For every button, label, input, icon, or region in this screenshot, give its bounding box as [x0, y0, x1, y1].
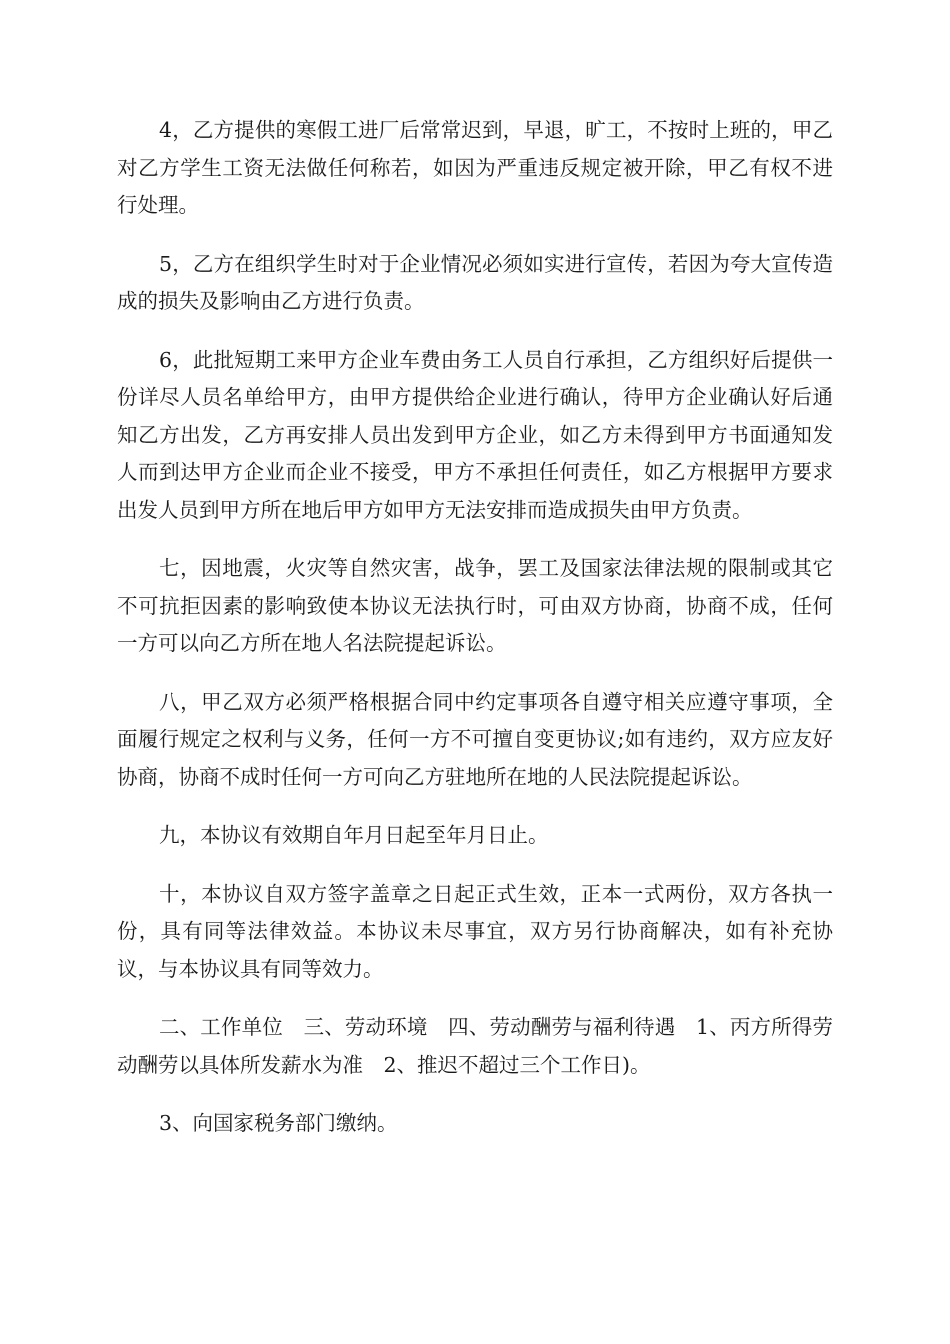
paragraph-clause-10: 十，本协议自双方签字盖章之日起正式生效，正本一式两份，双方各执一份，具有同等法律效益。本协议未尽事宜，双方另行协商解决，如有补充协议，与本协议具有同等效力。 — [117, 881, 833, 981]
paragraph-tax-item: 3、向国家税务部门缴纳。 — [159, 1111, 398, 1135]
paragraph-clause-5: 5，乙方在组织学生时对于企业情况必须如实进行宣传，若因为夸大宣传造成的损失及影响由乙方进行负责。 — [117, 251, 833, 313]
paragraph-section-list: 二、工作单位 三、劳动环境 四、劳动酬劳与福利待遇 1、丙方所得劳动酬劳以具体所发薪水为准 2、推迟不超过三个工作日)。 — [117, 1015, 833, 1077]
paragraph-clause-4: 4，乙方提供的寒假工进厂后常常迟到，早退，旷工，不按时上班的，甲乙对乙方学生工资无法做任何称若，如因为严重违反规定被开除，甲乙有权不进行处理。 — [117, 118, 833, 217]
paragraph-clause-7: 七，因地震，火灾等自然灾害，战争，罢工及国家法律法规的限制或其它不可抗拒因素的影响致使本协议无法执行时，可由双方协商，协商不成，任何一方可以向乙方所在地人名法院提起诉讼。 — [117, 556, 833, 655]
paragraph-clause-8: 八，甲乙双方必须严格根据合同中约定事项各自遵守相关应遵守事项，全面履行规定之权利与义务，任何一方不可擅自变更协议;如有违约，双方应友好协商，协商不成时任何一方可向乙方驻地所在地的人民法院提起诉讼。 — [117, 689, 833, 789]
document-body — [117, 112, 833, 1164]
paragraph-clause-9: 九，本协议有效期自年月日起至年月日止。 — [159, 823, 549, 847]
paragraph-clause-6: 6，此批短期工来甲方企业车费由务工人员自行承担，乙方组织好后提供一份详尽人员名单给甲方，由甲方提供给企业进行确认，待甲方企业确认好后通知乙方出发，乙方再安排人员出发到甲方企业，如乙方未得到甲方书面通知发人而到达甲方企业而企业不接受，甲方不承担任何责任，如乙方根据甲方要求出发人员到甲方所在地后甲方如甲方无法安排而造成损失由甲方负责。 — [117, 347, 833, 522]
